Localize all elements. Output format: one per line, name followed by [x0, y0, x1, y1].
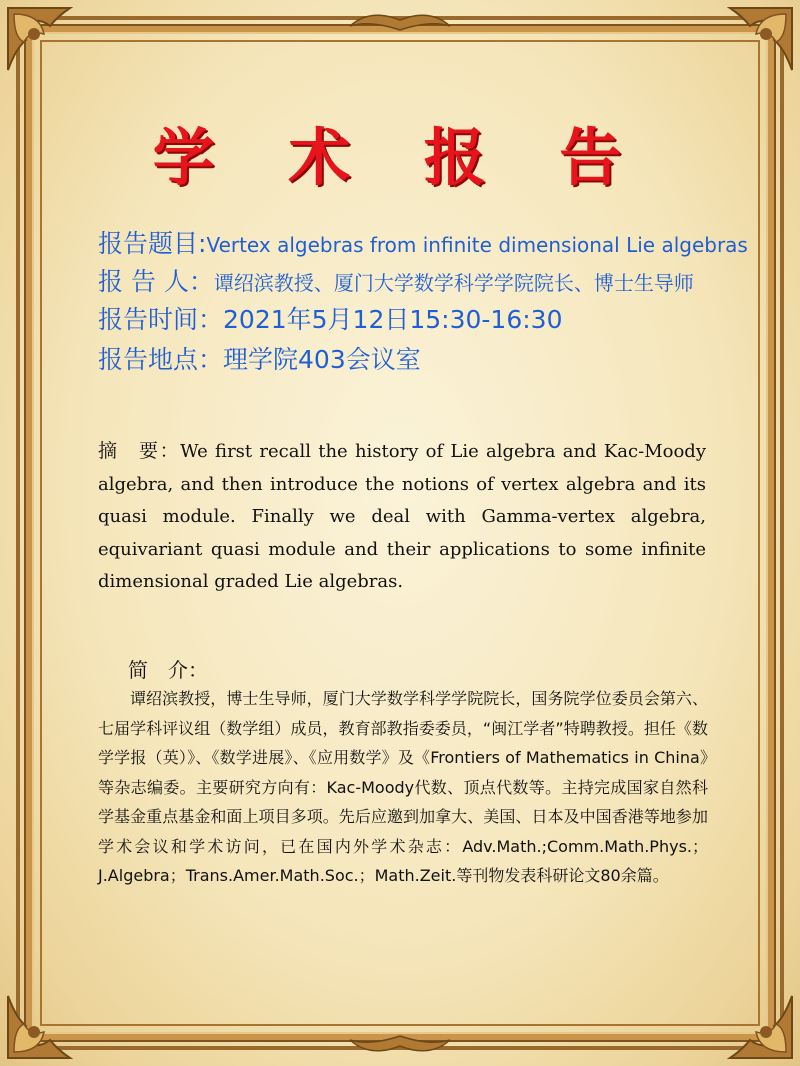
speaker-value: 谭绍滨教授、厦门大学数学科学学院院长、博士生导师: [213, 271, 694, 295]
topic-label: 报告题目:: [98, 229, 207, 258]
speaker-line: [98, 262, 694, 298]
topic-line: [98, 224, 748, 260]
corner-ornament-icon: [690, 956, 800, 1066]
top-scroll-ornament-icon: [340, 6, 460, 36]
intro-label: 简 介：: [128, 658, 208, 682]
topic-value: Vertex algebras from infinite dimensional Lie algebras: [206, 233, 748, 257]
time-line: [98, 300, 562, 336]
abstract-label: 摘 要：: [98, 440, 181, 462]
bottom-scroll-ornament-icon: [340, 1030, 460, 1060]
place-label: 报告地点：: [98, 345, 224, 374]
time-label: 报告时间：: [98, 305, 224, 334]
corner-ornament-icon: [0, 0, 110, 110]
intro-text: 谭绍滨教授，博士生导师，厦门大学数学科学学院院长，国务院学位委员会第六、七届学科评议组（数学组）成员，教育部教指委委员，“闽江学者”特聘教授。担任《数学学报（英）》、《数学进展》、《应用数学》及《Frontiers of Mathematics in China》等杂志编委。主要研究方向有：Kac-Moody代数、顶点代数等。主持完成国家自然科学基金重点基金和面上项目多项。先后应邀到加拿大、美国、日本及中国香港等地参加学术会议和学术访问，已在国内外学术杂志：Adv.Math.;Comm.Math.Phys.；J.Algebra；Trans.Amer.Math.Soc.；Math.Zeit.等刊物发表科研论文80余篇。: [98, 689, 708, 885]
corner-ornament-icon: [0, 956, 110, 1066]
abstract-section: [98, 435, 706, 599]
page-title: 学 术 报 告: [152, 121, 648, 194]
speaker-label: 报 告 人：: [98, 267, 214, 296]
place-line: [98, 340, 421, 376]
place-value: 理学院403会议室: [223, 345, 421, 374]
abstract-text: We first recall the history of Lie algebra and Kac-Moody algebra, and then introduce the notions of vertex algebra and its quasi module. Finally we deal with Gamma-vertex algebra, equivariant quasi module and their applications to some infinite dimensional graded Lie algebras.: [98, 441, 706, 592]
time-value: 2021年5月12日15:30-16:30: [223, 305, 563, 334]
corner-ornament-icon: [690, 0, 800, 110]
